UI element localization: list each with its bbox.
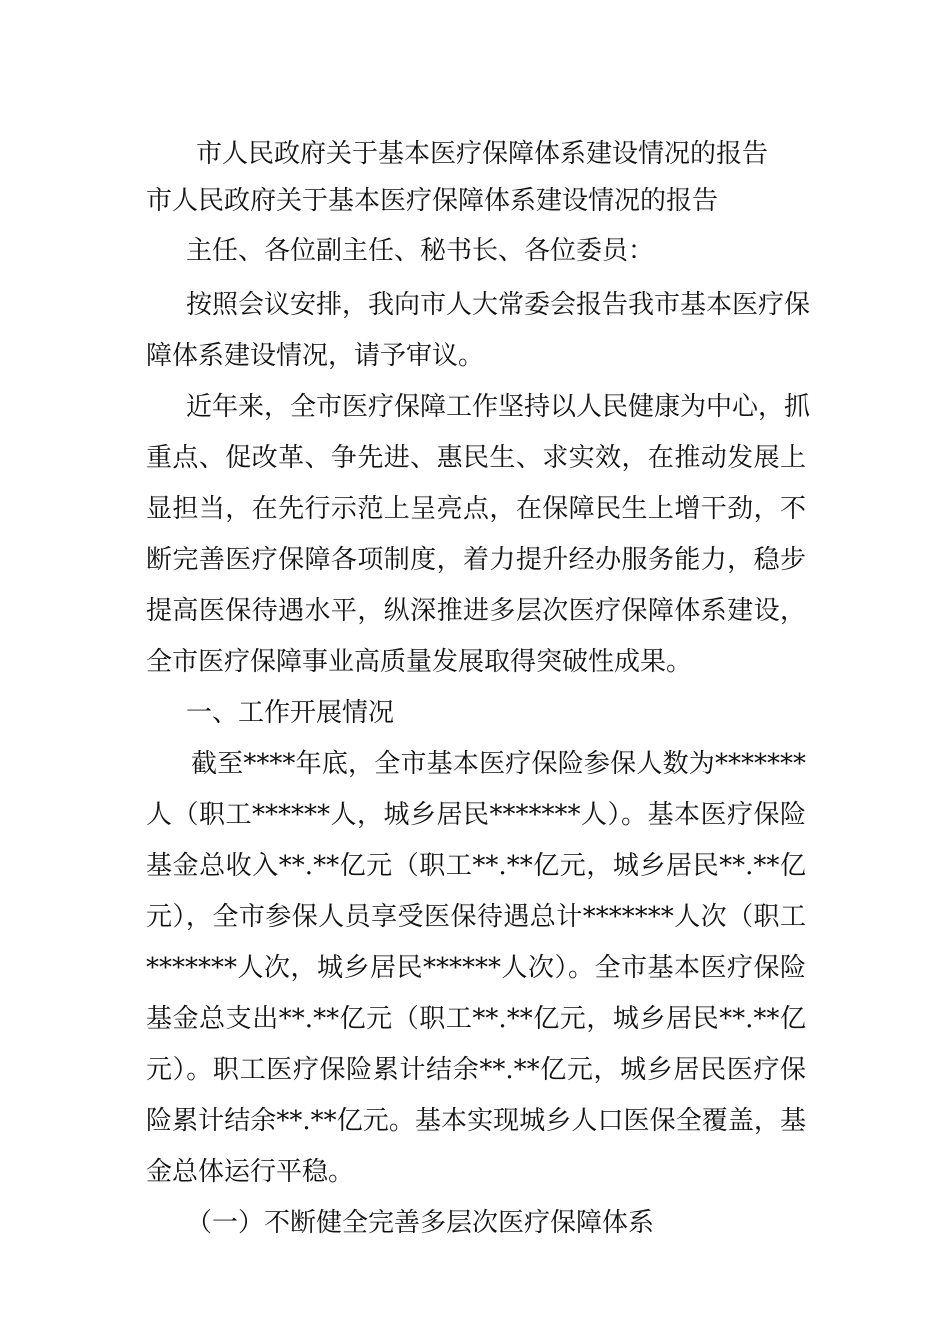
paragraph-2-line-6: 全市医疗保障事业高质量发展取得突破性成果。 bbox=[146, 647, 693, 677]
document-title: 市人民政府关于基本医疗保障体系建设情况的报告 bbox=[146, 186, 719, 216]
paragraph-3-line-3: 基金总收入**.**亿元（职工**.**亿元，城乡居民**.**亿 bbox=[146, 851, 806, 881]
subsection-heading: （一）不断健全完善多层次医疗保障体系 bbox=[186, 1208, 655, 1238]
paragraph-1-line-1: 按照会议安排，我向市人大常委会报告我市基本医疗保 bbox=[186, 290, 811, 320]
section-heading: 一、工作开展情况 bbox=[186, 698, 395, 728]
paragraph-3-line-6: 基金总支出**.**亿元（职工**.**亿元，城乡居民**.**亿 bbox=[146, 1004, 806, 1034]
paragraph-3-line-2: 人（职工******人，城乡居民*******人）。基本医疗保险 bbox=[146, 800, 806, 830]
paragraph-3-line-8: 险累计结余**.**亿元。基本实现城乡人口医保全覆盖，基 bbox=[146, 1106, 806, 1136]
paragraph-2-line-1: 近年来，全市医疗保障工作坚持以人民健康为中心，抓 bbox=[186, 392, 811, 422]
paragraph-2-line-4: 断完善医疗保障各项制度，着力提升经办服务能力，稳步 bbox=[146, 545, 806, 575]
paragraph-3-line-7: 元）。职工医疗保险累计结余**.**亿元，城乡居民医疗保 bbox=[146, 1055, 806, 1085]
paragraph-2-line-5: 提高医保待遇水平，纵深推进多层次医疗保障体系建设， bbox=[146, 596, 806, 626]
paragraph-3-line-9: 金总体运行平稳。 bbox=[146, 1157, 355, 1187]
paragraph-1-line-2: 障体系建设情况，请予审议。 bbox=[146, 341, 485, 371]
salutation: 主任、各位副主任、秘书长、各位委员： bbox=[186, 236, 655, 266]
paragraph-2-line-3: 显担当，在先行示范上呈亮点，在保障民生上增干劲，不 bbox=[146, 494, 806, 524]
paragraph-3-line-1: 截至****年底，全市基本医疗保险参保人数为******* bbox=[191, 749, 806, 779]
paragraph-2-line-2: 重点、促改革、争先进、惠民生、求实效，在推动发展上 bbox=[146, 443, 806, 473]
document-title-centered: 市人民政府关于基本医疗保障体系建设情况的报告 bbox=[196, 139, 769, 169]
paragraph-3-line-4: 元），全市参保人员享受医保待遇总计*******人次（职工 bbox=[146, 902, 806, 932]
paragraph-3-line-5: *******人次，城乡居民******人次）。全市基本医疗保险 bbox=[146, 953, 806, 983]
